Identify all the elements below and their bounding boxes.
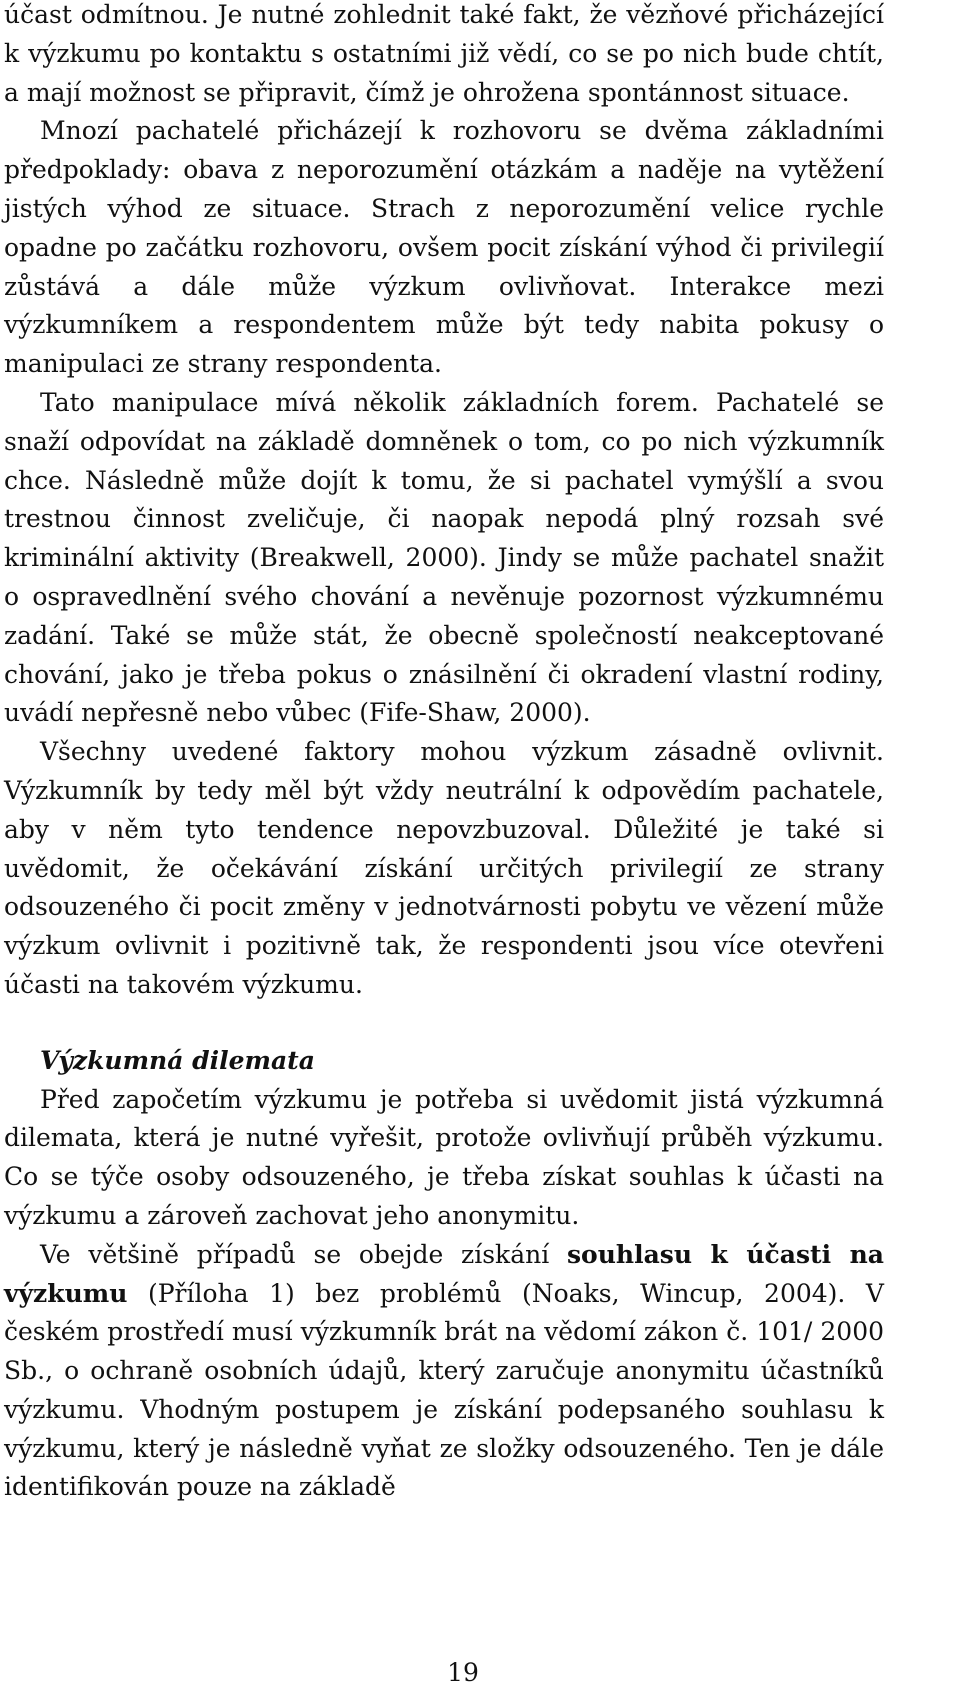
paragraph-6	[4, 1236, 884, 1508]
paragraph-4: Všechny uvedené faktory mohou výzkum zásadně ovlivnit. Výzkumník by tedy měl být vždy neutrální k odpovědím pachatele, aby v něm tyto tendence nepovzbuzoval. Důležité je také si uvědomit, že očekávání získání určitých privilegií ze strany odsouzeného či pocit změny v jednotvárnosti pobytu ve vězení může výzkum ovlivnit i pozitivně tak, že respondenti jsou více otevřeni účasti na takovém výzkumu.	[4, 737, 884, 999]
document-page	[4, 0, 884, 1702]
paragraph-1: účast odmítnou. Je nutné zohlednit také fakt, že vězňové přicházející k výzkumu po kontaktu s ostatními již vědí, co se po nich bude chtít, a mají možnost se připravit, čímž je ohrožena spontánnost situace.	[4, 0, 884, 107]
bold-term: souhlasu k účasti na výzkumu	[4, 1239, 884, 1308]
section-heading: Výzkumná dilemata	[40, 1045, 315, 1075]
paragraph-2: Mnozí pachatelé přicházejí k rozhovoru se dvěma základními předpoklady: obava z neporozumění otázkám a naděje na vytěžení jistých výhod ze situace. Strach z neporozumění velice rychle opadne po začátku rozhovoru, ovšem pocit získání výhod či privilegií zůstává a dále může výzkum ovlivňovat. Interakce mezi výzkumníkem a respondentem může být tedy nabita pokusy o manipulaci ze strany respondenta.	[4, 116, 884, 379]
paragraph-6-start: Ve většině případů se obejde získání	[40, 1239, 567, 1269]
paragraph-6-rest: (Příloha 1) bez problémů (Noaks, Wincup, 2004). V českém prostředí musí výzkumník brát na vědomí zákon č. 101/ 2000 Sb., o ochraně osobních údajů, který zaručuje anonymitu účastníků výzkumu. Vhodným postupem je získání podepsaného souhlasu k výzkumu, který je následně vyňat ze složky odsouzeného. Ten je dále identifikován pouze na základě	[4, 1278, 884, 1502]
page-number: 19	[447, 1658, 479, 1687]
paragraph-3: Tato manipulace mívá několik základních forem. Pachatelé se snaží odpovídat na základě domněnek o tom, co po nich výzkumník chce. Následně může dojít k tomu, že si pachatel vymýšlí a svou trestnou činnost zveličuje, či naopak nepodá plný rozsah své kriminální aktivity (Breakwell, 2000). Jindy se může pachatel snažit o ospravedlnění svého chování a nevěnuje pozornost výzkumnému zadání. Také se může stát, že obecně společností neakceptované chování, jako je třeba pokus o znásilnění či okradení vlastní rodiny, uvádí nepřesně nebo vůbec (Fife-Shaw, 2000).	[4, 387, 884, 728]
paragraph-5: Před započetím výzkumu je potřeba si uvědomit jistá výzkumná dilemata, která je nutné vyřešit, protože ovlivňují průběh výzkumu. Co se týče osoby odsouzeného, je třeba získat souhlas k účasti na výzkumu a zároveň zachovat jeho anonymitu.	[4, 1084, 884, 1230]
